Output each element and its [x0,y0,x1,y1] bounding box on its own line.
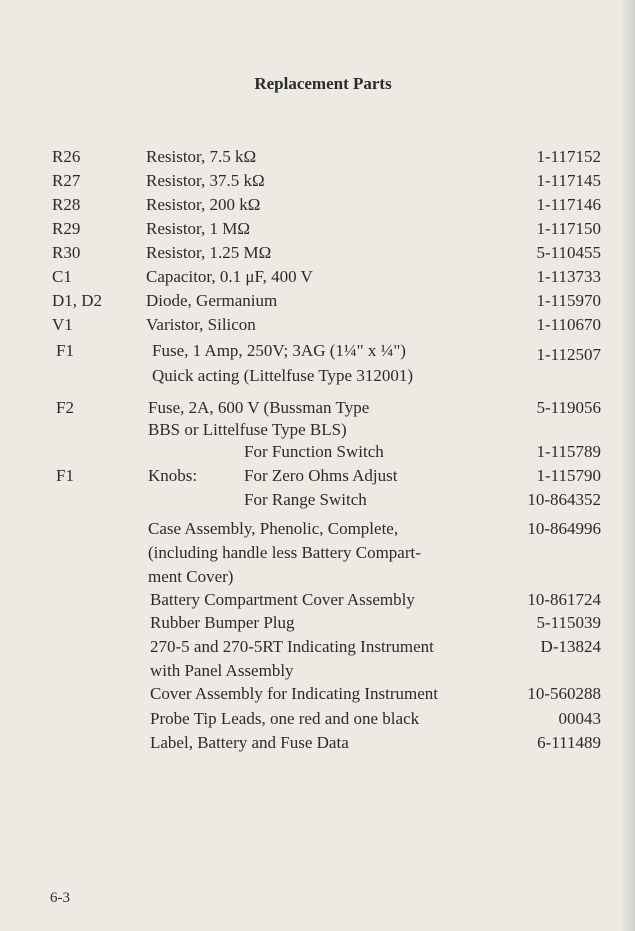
page-edge-shadow [621,0,635,931]
part-description: Diode, Germanium [146,291,278,310]
part-description: Case Assembly, Phenolic, Complete, [148,519,399,538]
page-number: 6-3 [50,890,70,906]
part-number: 1-115970 [536,291,601,310]
part-number: 5-110455 [536,243,601,262]
part-description: Resistor, 200 kΩ [146,195,261,214]
ref-designator: V1 [52,315,73,334]
ref-designator: C1 [52,267,72,286]
ref-designator: R30 [52,243,81,262]
part-number: 1-115789 [536,442,601,461]
ref-designator: F2 [56,398,74,417]
part-number: 1-117150 [536,219,601,238]
part-description: Label, Battery and Fuse Data [150,733,349,752]
ref-designator: D1, D2 [52,291,103,310]
part-number: 1-113733 [536,267,601,286]
part-number: 1-110670 [536,315,601,334]
part-number: 10-560288 [527,684,601,703]
part-description: Cover Assembly for Indicating Instrument [150,684,439,703]
part-description: Resistor, 1.25 MΩ [146,243,272,262]
page-title: Replacement Parts [254,74,392,93]
part-description: ment Cover) [148,567,234,586]
part-number: 1-117152 [536,147,601,166]
knob-description: For Range Switch [244,490,367,509]
part-number: 6-111489 [537,733,601,752]
part-number: 5-119056 [536,398,601,417]
part-description: (including handle less Battery Compart- [148,543,421,562]
part-description: Fuse, 2A, 600 V (Bussman Type [148,398,370,417]
part-description: Battery Compartment Cover Assembly [150,590,415,609]
part-number: 5-115039 [536,613,601,632]
part-number: 1-117145 [536,171,601,190]
part-description: BBS or Littelfuse Type BLS) [148,420,347,439]
part-description: Varistor, Silicon [146,315,256,334]
part-description: Resistor, 1 MΩ [146,219,251,238]
part-number: D-13824 [540,637,601,656]
knob-description: For Function Switch [244,442,384,461]
part-number: 10-864352 [527,490,601,509]
part-number: 10-864996 [527,519,601,538]
knob-description: For Zero Ohms Adjust [244,466,398,485]
part-description: Resistor, 7.5 kΩ [146,147,257,166]
part-description: Quick acting (Littelfuse Type 312001) [152,366,413,385]
part-number: 1-115790 [536,466,601,485]
part-description: Rubber Bumper Plug [150,613,295,632]
part-number: 1-117146 [536,195,601,214]
part-number: 1-112507 [536,345,601,364]
part-description: Probe Tip Leads, one red and one black [150,709,420,728]
part-description: Capacitor, 0.1 μF, 400 V [146,267,313,286]
part-description: Resistor, 37.5 kΩ [146,171,265,190]
ref-designator: R29 [52,219,81,238]
part-description: Fuse, 1 Amp, 250V; 3AG (1¼" x ¼") [152,341,406,360]
ref-designator: R26 [52,147,81,166]
part-number: 00043 [558,709,601,728]
part-description: with Panel Assembly [150,661,294,680]
ref-designator: F1 [56,341,74,360]
ref-designator: R27 [52,171,81,190]
part-description: 270-5 and 270-5RT Indicating Instrument [150,637,434,656]
part-number: 10-861724 [527,590,601,609]
knobs-label: Knobs: [148,466,198,485]
ref-designator: F1 [56,466,74,485]
ref-designator: R28 [52,195,81,214]
